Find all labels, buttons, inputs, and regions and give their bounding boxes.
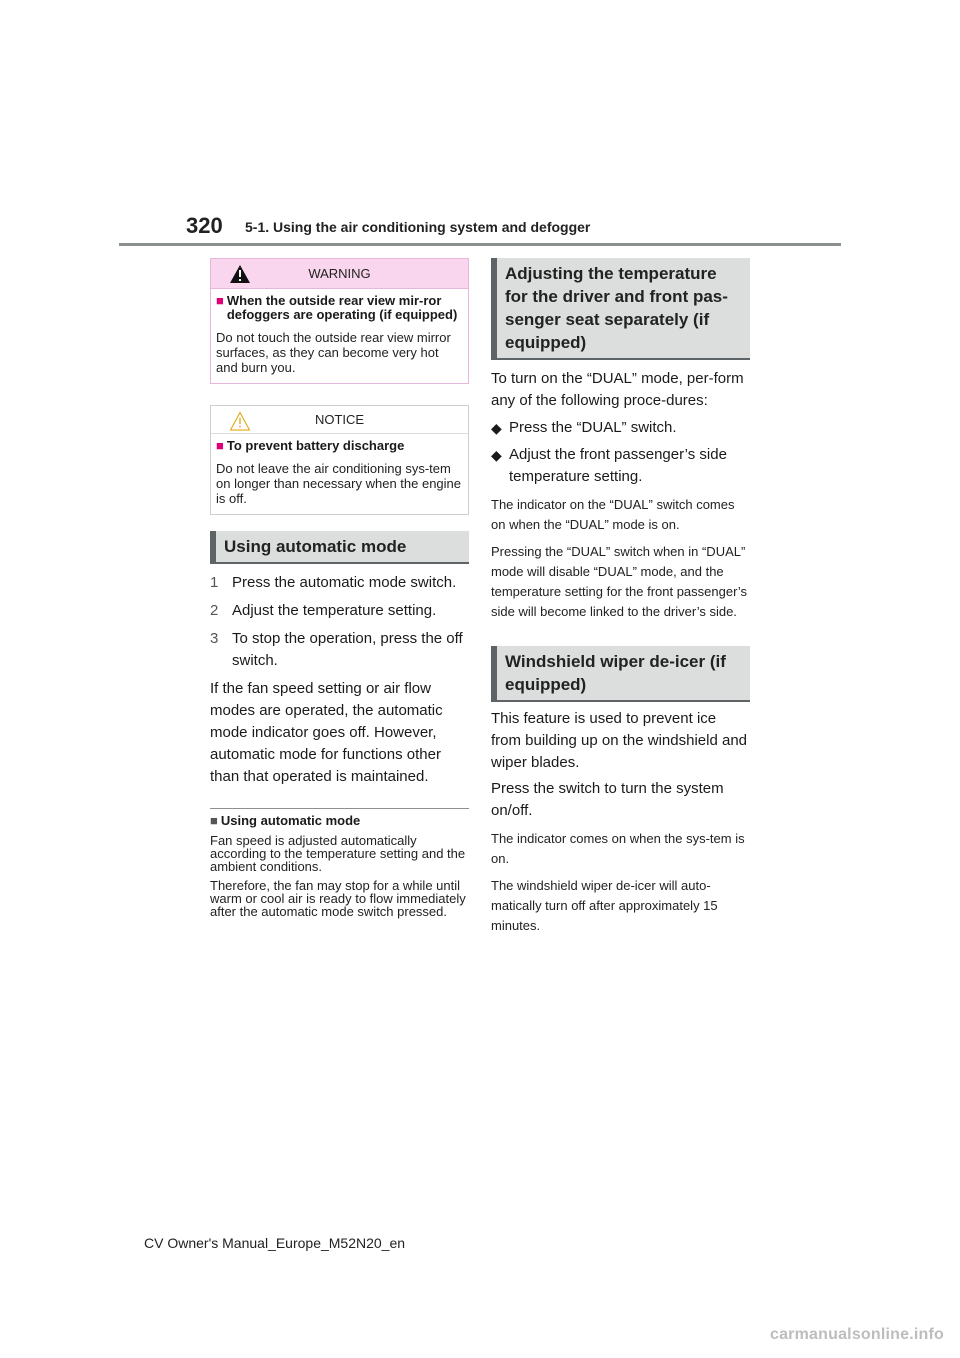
deicer-paragraph: This feature is used to prevent ice from building up on the windshield and wiper blades. — [491, 710, 748, 771]
deicer-note: The windshield wiper de-icer will auto-matically turn off after approximately 15 minutes. — [491, 878, 718, 933]
footer-text: CV Owner's Manual_Europe_M52N20_en — [144, 1235, 406, 1251]
diamond-bullet-icon: ◆ — [491, 447, 502, 463]
warning-title: WARNING — [308, 266, 371, 281]
warning-header — [211, 259, 468, 289]
info-text: Fan speed is adjusted automatically according to the temperature setting and the ambient conditions. — [210, 833, 466, 874]
auto-mode-steps — [210, 572, 469, 672]
warning-subheading: ■ When the outside rear view mir-ror defoggers are operating (if equipped) — [216, 293, 458, 322]
square-bullet-icon: ■ — [210, 813, 218, 828]
notice-text: Do not leave the air conditioning sys-tem on longer than necessary when the engine is off. — [216, 461, 462, 506]
notice-subheading: ■ To prevent battery discharge — [216, 438, 405, 453]
dual-mode-intro: To turn on the “DUAL” mode, per-form any of the following proce-dures: — [491, 370, 744, 409]
caution-triangle-icon — [229, 411, 251, 434]
deicer-heading: Windshield wiper de-icer (if equipped) — [491, 646, 750, 702]
dual-mode-heading: Adjusting the temperature for the driver and front pas-senger seat separately (if equipped) — [491, 258, 750, 360]
dual-note: The indicator on the “DUAL” switch comes on when the “DUAL” mode is on. — [491, 497, 735, 532]
notice-title: NOTICE — [314, 412, 365, 427]
page-number: 320 — [186, 213, 223, 238]
info-text: Therefore, the fan may stop for a while until warm or cool air is ready to flow immediately after the automatic mode switch pressed. — [210, 878, 466, 919]
right-column — [491, 258, 750, 936]
notice-header — [211, 406, 468, 434]
step-item: 3 To stop the operation, press the off switch. — [210, 630, 463, 669]
auto-mode-paragraph: If the fan speed setting or air flow modes are operated, the automatic mode indicator goes off. However, automatic mode for functions other than that operated is maintained. — [210, 680, 443, 785]
warning-text: Do not touch the outside rear view mirror surfaces, as they can become very hot and burn you. — [216, 330, 451, 375]
step-item: 1 Press the automatic mode switch. — [210, 574, 457, 591]
deicer-paragraph: Press the switch to turn the system on/off. — [491, 780, 724, 819]
bullet-item: ◆ Press the “DUAL” switch. — [491, 417, 750, 439]
auto-mode-heading: Using automatic mode — [210, 531, 469, 564]
section-title: 5-1. Using the air conditioning system and defogger — [245, 219, 591, 235]
square-bullet-icon: ■ — [216, 438, 224, 453]
dual-note: Pressing the “DUAL” switch when in “DUAL” mode will disable “DUAL” mode, and the temperature setting for the front passenger’s side will become linked to the driver’s side. — [491, 544, 748, 619]
notice-box — [210, 405, 469, 515]
watermark: carmanualsonline.info — [769, 1326, 944, 1343]
deicer-note: The indicator comes on when the sys-tem is on. — [491, 831, 745, 866]
warning-box — [210, 258, 469, 384]
square-bullet-icon: ■ — [216, 293, 224, 308]
info-divider — [210, 808, 469, 809]
bullet-item: ◆ Adjust the front passenger’s side temperature setting. — [491, 444, 750, 488]
header-divider — [119, 243, 841, 246]
left-column — [210, 258, 469, 918]
step-item: 2 Adjust the temperature setting. — [210, 602, 437, 619]
info-subheading: ■ Using automatic mode — [210, 813, 361, 828]
warning-triangle-icon — [229, 264, 251, 287]
diamond-bullet-icon: ◆ — [491, 420, 502, 436]
